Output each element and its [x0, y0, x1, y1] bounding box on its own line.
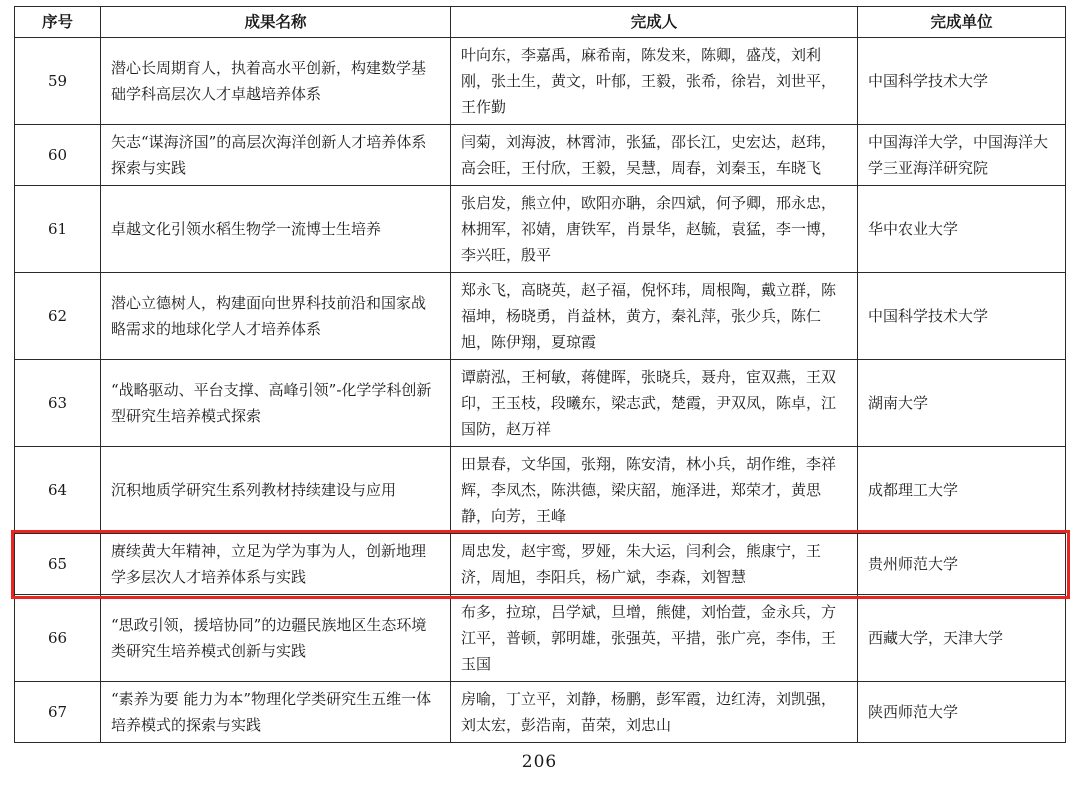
cell-completers: 田景春，文华国，张翔，陈安清，林小兵，胡作维，李祥辉，李凤杰，陈洪德，梁庆韶，施泽进，郑荣才，黄思静，向芳，王峰	[451, 447, 858, 534]
table-body	[15, 38, 1066, 743]
cell-result-name: “战略驱动、平台支撑、高峰引领”-化学学科创新型研究生培养模式探索	[101, 360, 451, 447]
cell-completers: 谭蔚泓，王柯敏，蒋健晖，张晓兵，聂舟，宦双燕，王双印，王玉枝，段曦东，梁志武，楚霞，尹双凤，陈卓，江国防，赵万祥	[451, 360, 858, 447]
cell-result-name: 赓续黄大年精神，立足为学为事为人，创新地理学多层次人才培养体系与实践	[101, 534, 451, 595]
cell-organization: 西藏大学，天津大学	[858, 595, 1066, 682]
cell-result-name: “思政引领，援培协同”的边疆民族地区生态环境类研究生培养模式创新与实践	[101, 595, 451, 682]
cell-organization: 成都理工大学	[858, 447, 1066, 534]
cell-organization: 中国海洋大学，中国海洋大学三亚海洋研究院	[858, 125, 1066, 186]
table-row	[15, 682, 1066, 743]
cell-result-name: 矢志“谋海济国”的高层次海洋创新人才培养体系探索与实践	[101, 125, 451, 186]
cell-completers: 布多，拉琼，吕学斌，旦增，熊健，刘怡萱，金永兵，方江平，普顿，郭明雄，张强英，平措，张广亮，李伟，王玉国	[451, 595, 858, 682]
table-row	[15, 595, 1066, 682]
cell-organization: 陕西师范大学	[858, 682, 1066, 743]
table-row	[15, 186, 1066, 273]
cell-organization: 湖南大学	[858, 360, 1066, 447]
header-organization: 完成单位	[858, 7, 1066, 38]
table-row	[15, 125, 1066, 186]
cell-completers: 叶向东，李嘉禹，麻希南，陈发来，陈卿，盛茂，刘利刚，张土生，黄文，叶郁，王毅，张希，徐岩，刘世平，王作勤	[451, 38, 858, 125]
cell-organization: 中国科学技术大学	[858, 38, 1066, 125]
cell-organization: 贵州师范大学	[858, 534, 1066, 595]
cell-completers: 房喻，丁立平，刘静，杨鹏，彭军霞，边红涛，刘凯强，刘太宏，彭浩南，苗荣，刘忠山	[451, 682, 858, 743]
cell-serial-number: 66	[15, 595, 101, 682]
cell-result-name: 潜心长周期育人，执着高水平创新，构建数学基础学科高层次人才卓越培养体系	[101, 38, 451, 125]
cell-result-name: 沉积地质学研究生系列教材持续建设与应用	[101, 447, 451, 534]
cell-completers: 周忠发，赵宇鸾，罗娅，朱大运，闫利会，熊康宁，王济，周旭，李阳兵，杨广斌，李森，刘智慧	[451, 534, 858, 595]
table-row	[15, 273, 1066, 360]
cell-serial-number: 67	[15, 682, 101, 743]
header-serial-number: 序号	[15, 7, 101, 38]
cell-serial-number: 59	[15, 38, 101, 125]
achievements-table	[14, 6, 1066, 743]
cell-serial-number: 64	[15, 447, 101, 534]
table-row	[15, 447, 1066, 534]
cell-serial-number: 60	[15, 125, 101, 186]
cell-result-name: 潜心立德树人，构建面向世界科技前沿和国家战略需求的地球化学人才培养体系	[101, 273, 451, 360]
cell-result-name: “素养为要 能力为本”物理化学类研究生五维一体培养模式的探索与实践	[101, 682, 451, 743]
table-row	[15, 360, 1066, 447]
cell-serial-number: 61	[15, 186, 101, 273]
cell-completers: 郑永飞，高晓英，赵子福，倪怀玮，周根陶，戴立群，陈福坤，杨晓勇，肖益林，黄方，秦礼萍，张少兵，陈仁旭，陈伊翔，夏琼霞	[451, 273, 858, 360]
cell-serial-number: 65	[15, 534, 101, 595]
header-completers: 完成人	[451, 7, 858, 38]
cell-organization: 中国科学技术大学	[858, 273, 1066, 360]
header-result-name: 成果名称	[101, 7, 451, 38]
table-row	[15, 38, 1066, 125]
cell-serial-number: 62	[15, 273, 101, 360]
page-number: 206	[521, 752, 558, 772]
cell-completers: 张启发，熊立仲，欧阳亦聃，余四斌，何予卿，邢永忠，林拥军，祁婧，唐铁军，肖景华，赵毓，袁猛，李一博，李兴旺，殷平	[451, 186, 858, 273]
cell-result-name: 卓越文化引领水稻生物学一流博士生培养	[101, 186, 451, 273]
table-header-row	[15, 7, 1066, 38]
cell-serial-number: 63	[15, 360, 101, 447]
table-row-highlighted	[15, 534, 1066, 595]
cell-organization: 华中农业大学	[858, 186, 1066, 273]
cell-completers: 闫菊，刘海波，林霄沛，张猛，邵长江，史宏达，赵玮，高会旺，王付欣，王毅，吴慧，周春，刘秦玉，车晓飞	[451, 125, 858, 186]
